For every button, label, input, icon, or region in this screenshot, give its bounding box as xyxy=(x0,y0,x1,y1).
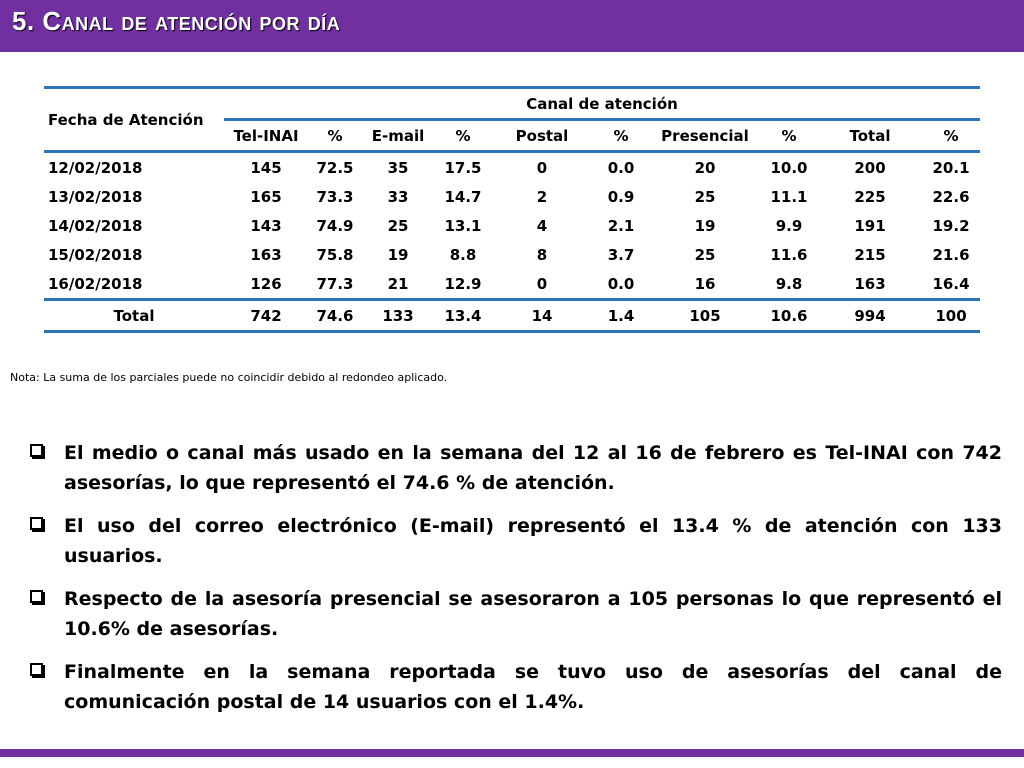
table-cell: 25 xyxy=(694,187,716,206)
table-cell: 2 xyxy=(536,187,548,206)
total-label: Total xyxy=(44,300,224,332)
bullet-text: Respecto de la asesoría presencial se asesoraron a 105 personas lo que representó el 10.6% de asesorías. xyxy=(64,588,1002,640)
table-cell: 74.9 xyxy=(316,216,354,235)
table-cell: 21.6 xyxy=(932,245,970,264)
bullet-list xyxy=(30,438,1002,730)
column-header: Postal xyxy=(492,120,592,152)
total-cell: 13.4 xyxy=(434,300,492,332)
title-bar xyxy=(0,0,1024,52)
column-header: % xyxy=(434,120,492,152)
table-cell: 16.4 xyxy=(932,274,970,293)
table-cell: 75.8 xyxy=(316,245,354,264)
page-title: 5. Canal de atención por día xyxy=(12,6,341,36)
table-cell: 14.7 xyxy=(444,187,482,206)
header-row-top xyxy=(44,88,980,120)
table-cell: 0 xyxy=(536,158,548,177)
table-cell: 3.7 xyxy=(607,245,635,264)
table-row xyxy=(44,152,980,183)
table-cell: 77.3 xyxy=(316,274,354,293)
table-cell: 126 xyxy=(250,274,282,293)
rounding-note: Nota: La suma de los parciales puede no coincidir debido al redondeo aplicado. xyxy=(10,371,448,384)
column-header: Tel-INAI xyxy=(224,120,308,152)
table-cell: 11.6 xyxy=(770,245,808,264)
table-cell: 225 xyxy=(854,187,886,206)
table-cell: 16 xyxy=(694,274,716,293)
table-cell: 8.8 xyxy=(449,245,477,264)
column-header: Presencial xyxy=(650,120,760,152)
table-cell-date: 16/02/2018 xyxy=(48,274,143,293)
table-cell: 11.1 xyxy=(770,187,808,206)
table-cell: 8 xyxy=(536,245,548,264)
bottom-bar xyxy=(0,749,1024,757)
total-cell: 14 xyxy=(492,300,592,332)
total-cell: 10.6 xyxy=(760,300,818,332)
bullet-item xyxy=(30,584,1002,644)
total-cell: 100 xyxy=(922,300,980,332)
table-cell-date: 13/02/2018 xyxy=(48,187,143,206)
table-cell: 0.9 xyxy=(607,187,635,206)
table-cell: 215 xyxy=(854,245,886,264)
bullet-item xyxy=(30,438,1002,498)
table-cell: 163 xyxy=(854,274,886,293)
table-cell: 33 xyxy=(387,187,409,206)
table-cell: 21 xyxy=(387,274,409,293)
table-cell: 25 xyxy=(387,216,409,235)
table-cell: 12.9 xyxy=(444,274,482,293)
table-cell: 19 xyxy=(694,216,716,235)
bullet-text: El medio o canal más usado en la semana del 12 al 16 de febrero es Tel-INAI con 742 asesorías, lo que representó el 74.6 % de atención. xyxy=(64,442,1002,494)
table-cell: 35 xyxy=(387,158,409,177)
table-cell: 191 xyxy=(854,216,886,235)
table-cell: 163 xyxy=(250,245,282,264)
table-cell: 22.6 xyxy=(932,187,970,206)
date-column-header: Fecha de Atención xyxy=(44,88,224,152)
table-cell: 143 xyxy=(250,216,282,235)
table-cell: 2.1 xyxy=(607,216,635,235)
total-cell: 1.4 xyxy=(592,300,650,332)
table-cell: 0 xyxy=(536,274,548,293)
checkbox-bullet-icon xyxy=(30,444,43,457)
table-cell: 20 xyxy=(694,158,716,177)
bullet-item xyxy=(30,657,1002,717)
table-cell: 10.0 xyxy=(770,158,808,177)
table-cell: 145 xyxy=(250,158,282,177)
table-cell: 165 xyxy=(250,187,282,206)
table-cell: 9.8 xyxy=(775,274,803,293)
table-row xyxy=(44,182,980,211)
channel-table xyxy=(44,86,980,333)
table-cell: 72.5 xyxy=(316,158,354,177)
table-cell: 9.9 xyxy=(775,216,803,235)
column-header: % xyxy=(308,120,362,152)
total-cell: 74.6 xyxy=(308,300,362,332)
bullet-text: El uso del correo electrónico (E-mail) representó el 13.4 % de atención con 133 usuarios. xyxy=(64,515,1002,567)
table-cell: 20.1 xyxy=(932,158,970,177)
table-cell: 13.1 xyxy=(444,216,482,235)
table-cell: 200 xyxy=(854,158,886,177)
checkbox-bullet-icon xyxy=(30,517,43,530)
bullet-item xyxy=(30,511,1002,571)
table-cell: 4 xyxy=(536,216,548,235)
table-cell-date: 14/02/2018 xyxy=(48,216,143,235)
total-cell: 105 xyxy=(650,300,760,332)
total-cell: 133 xyxy=(362,300,434,332)
bullet-text: Finalmente en la semana reportada se tuvo uso de asesorías del canal de comunicación postal de 14 usuarios con el 1.4%. xyxy=(64,661,1002,713)
table-cell: 19 xyxy=(387,245,409,264)
table-row xyxy=(44,240,980,269)
table-cell: 0.0 xyxy=(607,158,635,177)
table-cell: 0.0 xyxy=(607,274,635,293)
checkbox-bullet-icon xyxy=(30,663,43,676)
column-header: E-mail xyxy=(362,120,434,152)
table-cell-date: 12/02/2018 xyxy=(48,158,143,177)
table-cell: 73.3 xyxy=(316,187,354,206)
total-cell: 994 xyxy=(818,300,922,332)
column-header: Total xyxy=(818,120,922,152)
table-cell: 17.5 xyxy=(444,158,482,177)
table-row xyxy=(44,269,980,300)
table-cell: 19.2 xyxy=(932,216,970,235)
table-cell-date: 15/02/2018 xyxy=(48,245,143,264)
table-row xyxy=(44,211,980,240)
channel-group-header: Canal de atención xyxy=(224,88,980,120)
total-cell: 742 xyxy=(224,300,308,332)
column-header: % xyxy=(592,120,650,152)
channel-table-container xyxy=(44,86,980,333)
column-header: % xyxy=(922,120,980,152)
total-row xyxy=(44,300,980,332)
column-header: % xyxy=(760,120,818,152)
checkbox-bullet-icon xyxy=(30,590,43,603)
table-cell: 25 xyxy=(694,245,716,264)
